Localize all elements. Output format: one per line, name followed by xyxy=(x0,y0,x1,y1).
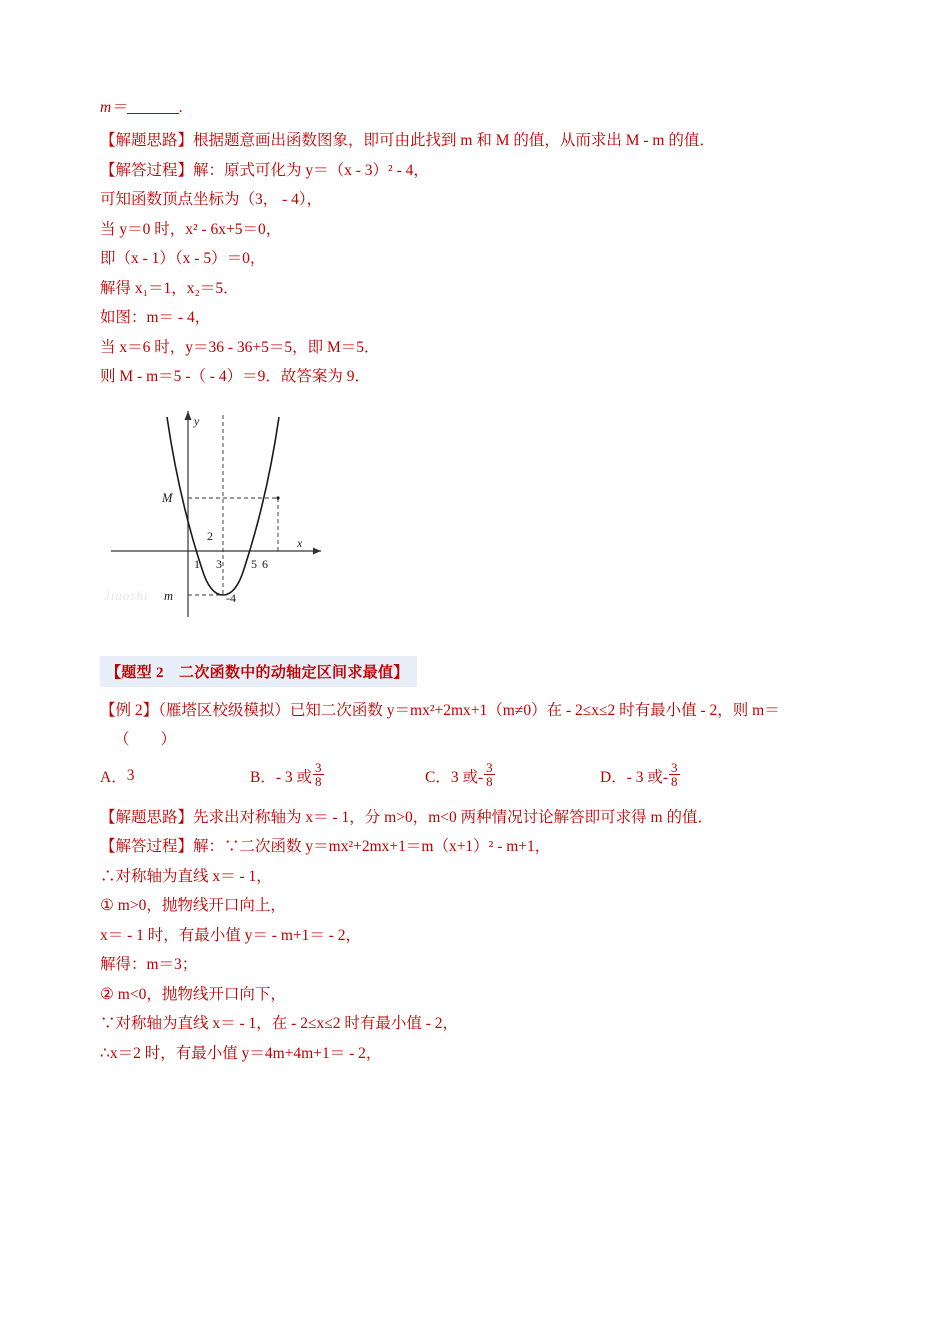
choice-d-value: - 3 或- xyxy=(626,768,669,786)
solution-line-2-4: 解得：m＝3； xyxy=(100,956,198,974)
solution-line-1-5: 如图：m＝ - 4， xyxy=(100,309,211,326)
choice-d-letter: D． xyxy=(600,768,627,786)
analysis-text-2: 先求出对称轴为 x＝ - 1，分 m>0，m<0 两种情况讨论解答即可求得 m 的值． xyxy=(193,808,713,826)
example-label: 【例 2】 xyxy=(100,701,159,719)
choice-d-numerator: 3 xyxy=(671,759,678,775)
top-fragment-period: . xyxy=(178,99,183,116)
watermark-text: Jiaoshi xyxy=(104,588,149,603)
label-3: 3 xyxy=(216,556,222,571)
choice-b-numerator: 3 xyxy=(315,759,322,775)
solution-line-2-6: ∵对称轴为直线 x＝ - 1，在 - 2≤x≤2 时有最小值 - 2， xyxy=(100,1015,458,1033)
choice-d-fraction xyxy=(669,761,680,789)
choice-c-denominator: 8 xyxy=(486,774,493,790)
analysis-line-2 xyxy=(100,810,850,826)
example-line xyxy=(100,703,850,719)
choice-b-fraction xyxy=(313,761,324,789)
solution-line-2-7: ∴x＝2 时，有最小值 y＝4m+4m+1＝ - 2， xyxy=(100,1044,382,1062)
section-heading: 【题型 2 二次函数中的动轴定区间求最值】 xyxy=(100,656,417,687)
analysis-label-2: 【解题思路】 xyxy=(100,808,194,826)
solution-line-2-0 xyxy=(100,839,850,855)
choice-b-value: - 3 或 xyxy=(275,768,313,786)
choice-row xyxy=(100,759,850,790)
choice-c-letter: C． xyxy=(425,768,451,786)
choice-c[interactable] xyxy=(425,759,600,790)
solution-label-1: 【解答过程】 xyxy=(100,161,194,179)
label-2: 2 xyxy=(207,528,213,543)
choice-a[interactable] xyxy=(100,765,250,787)
parabola-figure xyxy=(106,399,406,624)
axis-y-label: y xyxy=(194,413,200,428)
solution-line-1-4: 解得 x₁＝1，x₂＝5． xyxy=(100,279,239,297)
example-source: （雁塔区校级模拟） xyxy=(158,701,290,719)
top-fragment-text: m＝ xyxy=(100,99,127,116)
solution-line-2-3: x＝ - 1 时，有最小值 y＝ - m+1＝ - 2， xyxy=(100,926,362,944)
choice-c-numerator: 3 xyxy=(486,759,493,775)
label-M: M xyxy=(162,490,173,505)
solution-line-1-2: 当 y＝0 时，x² - 6x+5＝0， xyxy=(100,220,282,238)
solution-line-1-0 xyxy=(100,163,850,179)
choice-d-denominator: 8 xyxy=(671,774,678,790)
solution-line-1-6: 当 x＝6 时，y＝36 - 36+5＝5，即 M＝5． xyxy=(100,338,380,356)
solution-line-2-5: ② m<0，抛物线开口向下， xyxy=(100,985,286,1003)
parabola-graph-svg xyxy=(106,399,406,624)
solution-line-1-3: 即（x - 1）（x - 5）＝0， xyxy=(100,250,266,267)
choice-b-denominator: 8 xyxy=(315,774,322,790)
analysis-text-1: 根据题意画出函数图象，即可由此找到 m 和 M 的值，从而求出 M - m 的值． xyxy=(193,132,715,149)
solution-line-2-2: ① m>0，抛物线开口向上， xyxy=(100,897,286,915)
choice-c-fraction xyxy=(484,761,495,789)
solution-line-1-7: 则 M - m＝5 -（ - 4）＝9．故答案为 9． xyxy=(100,368,370,385)
label-5: 5 xyxy=(251,556,257,571)
choice-c-value: 3 或- xyxy=(450,768,484,786)
choice-a-value: 3 xyxy=(126,766,135,784)
answer-blank xyxy=(127,99,179,114)
label-m: m xyxy=(164,588,174,603)
solution-line-1-1: 可知函数顶点坐标为（3， - 4）， xyxy=(100,191,323,208)
solution-label-2: 【解答过程】 xyxy=(100,838,194,856)
choice-d[interactable] xyxy=(600,759,775,790)
label-6: 6 xyxy=(262,556,268,571)
top-fragment-line xyxy=(100,95,850,117)
example-line-2: （ ） xyxy=(114,731,177,748)
label-1: 1 xyxy=(194,556,200,571)
solution-text-2-0: 解：∵二次函数 y＝mx²+2mx+1＝m（x+1）² - m+1， xyxy=(193,838,551,856)
analysis-line-1 xyxy=(100,133,850,149)
choice-b[interactable] xyxy=(250,759,425,790)
solution-text-1-0: 解：原式可化为 y＝（x - 3）² - 4， xyxy=(193,161,429,179)
choice-a-letter: A． xyxy=(100,768,127,786)
choice-b-letter: B． xyxy=(250,768,276,786)
solution-line-2-1: ∴对称轴为直线 x＝ - 1， xyxy=(100,867,272,885)
example-text: 已知二次函数 y＝mx²+2mx+1（m≠0）在 - 2≤x≤2 时有最小值 - 2，则 m＝ xyxy=(289,701,780,719)
label-neg4: -4 xyxy=(226,590,236,605)
analysis-label-1: 【解题思路】 xyxy=(100,132,194,149)
axis-x-label: x xyxy=(297,535,303,550)
